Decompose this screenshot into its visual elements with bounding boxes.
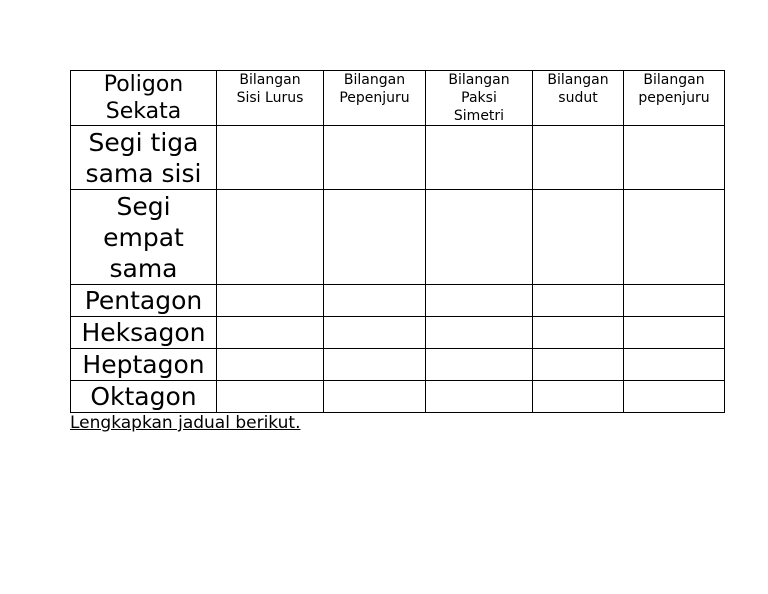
table-cell[interactable] <box>426 349 533 381</box>
table-cell[interactable] <box>324 317 426 349</box>
table-row <box>71 126 725 190</box>
table-cell[interactable] <box>217 285 324 317</box>
table-cell[interactable] <box>324 126 426 190</box>
table-cell[interactable] <box>324 285 426 317</box>
header-bilangan-sudut: Bilangan sudut <box>533 71 624 126</box>
header-bilangan-pepenjuru: Bilangan Pepenjuru <box>324 71 426 126</box>
table-cell[interactable] <box>426 381 533 413</box>
table-cell[interactable] <box>426 317 533 349</box>
table-cell[interactable] <box>533 190 624 285</box>
row-label-pentagon: Pentagon <box>71 285 217 317</box>
row-label-oktagon: Oktagon <box>71 381 217 413</box>
row-label-segi-empat: Segi empat sama <box>71 190 217 285</box>
table-cell[interactable] <box>533 317 624 349</box>
table-cell[interactable] <box>217 349 324 381</box>
table-row <box>71 349 725 381</box>
header-bilangan-paksi-simetri: Bilangan Paksi Simetri <box>426 71 533 126</box>
table-cell[interactable] <box>324 349 426 381</box>
table-cell[interactable] <box>624 317 725 349</box>
table-cell[interactable] <box>533 285 624 317</box>
table-cell[interactable] <box>217 190 324 285</box>
table-cell[interactable] <box>426 190 533 285</box>
table-cell[interactable] <box>217 126 324 190</box>
polygon-table <box>70 70 725 413</box>
table-cell[interactable] <box>533 381 624 413</box>
header-bilangan-pepenjuru-2: Bilangan pepenjuru <box>624 71 725 126</box>
table-cell[interactable] <box>624 381 725 413</box>
table-cell[interactable] <box>426 285 533 317</box>
table-cell[interactable] <box>624 190 725 285</box>
table-header-row <box>71 71 725 126</box>
table-row <box>71 285 725 317</box>
row-label-segi-tiga: Segi tiga sama sisi <box>71 126 217 190</box>
table-row <box>71 190 725 285</box>
header-bilangan-sisi-lurus: Bilangan Sisi Lurus <box>217 71 324 126</box>
instruction-text: Lengkapkan jadual berikut. <box>70 413 301 433</box>
table-cell[interactable] <box>324 190 426 285</box>
table-cell[interactable] <box>426 126 533 190</box>
table-cell[interactable] <box>217 317 324 349</box>
table-cell[interactable] <box>533 349 624 381</box>
table-cell[interactable] <box>624 349 725 381</box>
table-cell[interactable] <box>533 126 624 190</box>
table-cell[interactable] <box>324 381 426 413</box>
table-row <box>71 317 725 349</box>
table-cell[interactable] <box>217 381 324 413</box>
header-poligon-sekata: Poligon Sekata <box>71 71 217 126</box>
table-cell[interactable] <box>624 285 725 317</box>
row-label-heksagon: Heksagon <box>71 317 217 349</box>
table-row <box>71 381 725 413</box>
row-label-heptagon: Heptagon <box>71 349 217 381</box>
table-cell[interactable] <box>624 126 725 190</box>
